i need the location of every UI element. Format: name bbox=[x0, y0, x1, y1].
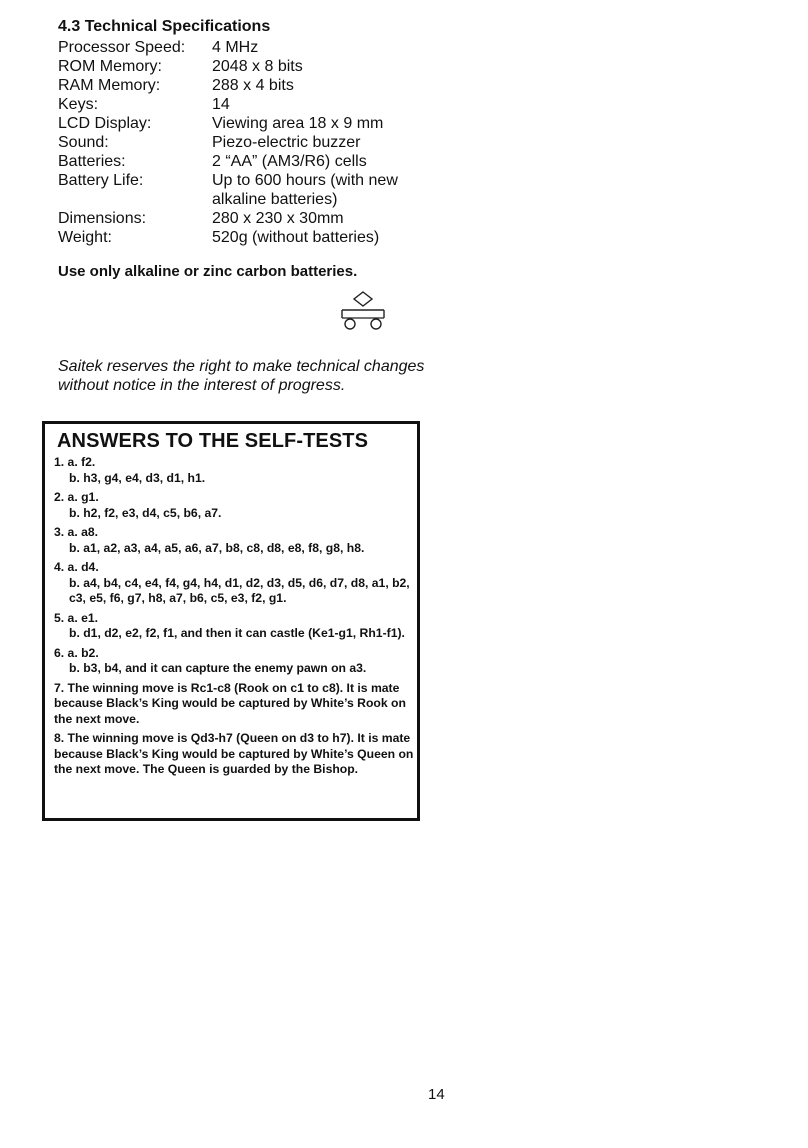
answer-item bbox=[54, 490, 416, 521]
disclaimer: Saitek reserves the right to make technical changes without notice in the interest of progress. bbox=[58, 358, 425, 394]
spec-value: Viewing area 18 x 9 mm bbox=[212, 115, 384, 132]
spec-value: 520g (without batteries) bbox=[212, 229, 380, 246]
answer-part-a: 4. a. d4. bbox=[54, 560, 99, 574]
answers-list bbox=[54, 455, 416, 782]
spec-label: Sound: bbox=[58, 134, 109, 151]
spec-label: Weight: bbox=[58, 229, 112, 246]
answer-text: 7. The winning move is Rc1-c8 (Rook on c1 to c8). It is mate because Black’s King would be captured by White’s Rook on the next move. bbox=[54, 680, 406, 726]
answer-part-a: 6. a. b2. bbox=[54, 645, 99, 660]
answer-part-a: 1. a. f2. bbox=[54, 455, 96, 469]
answer-text: 8. The winning move is Qd3-h7 (Queen on d3 to h7). It is mate because Black’s King would be captured by White’s Queen on the next move. The Queen is guarded by the Bishop. bbox=[54, 731, 414, 776]
spec-value: Up to 600 hours (with new alkaline batteries) bbox=[212, 172, 398, 208]
answer-part-b: b. h3, g4, e4, d3, d1, h1. bbox=[69, 470, 206, 485]
spec-value: 2048 x 8 bits bbox=[212, 58, 303, 75]
answers-title: ANSWERS TO THE SELF-TESTS bbox=[57, 430, 369, 452]
page-number: 14 bbox=[428, 1086, 445, 1103]
answers-box bbox=[42, 421, 420, 821]
battery-note: Use only alkaline or zinc carbon batteries. bbox=[58, 263, 358, 280]
answer-part-b: b. h2, f2, e3, d4, c5, b6, a7. bbox=[69, 505, 222, 520]
spec-label: Batteries: bbox=[58, 153, 126, 170]
spec-label: Dimensions: bbox=[58, 210, 147, 227]
spec-label: ROM Memory: bbox=[58, 58, 162, 75]
answer-part-a: 5. a. e1. bbox=[54, 610, 99, 625]
answer-item bbox=[54, 525, 416, 556]
answer-part-b: b. d1, d2, e2, f2, f1, and then it can castle (Ke1-g1, Rh1-f1). bbox=[69, 626, 405, 640]
answer-item bbox=[54, 455, 416, 486]
answer-item bbox=[54, 731, 416, 778]
section-title: 4.3 Technical Specifications bbox=[58, 18, 271, 35]
spec-value: 2 “AA” (AM3/R6) cells bbox=[212, 153, 367, 170]
answer-part-b: b. a4, b4, c4, e4, f4, g4, h4, d1, d2, d3, d5, d6, d7, d8, a1, b2, c3, e5, f6, g7, h8, a7, b6, c5, e3, f2, g1. bbox=[69, 575, 410, 605]
spec-label: Processor Speed: bbox=[58, 39, 186, 56]
spec-label: Keys: bbox=[58, 96, 99, 113]
spec-label: LCD Display: bbox=[58, 115, 152, 132]
answer-item bbox=[54, 681, 416, 728]
spec-value: 280 x 230 x 30mm bbox=[212, 210, 344, 227]
answer-item bbox=[54, 611, 416, 642]
spec-label: RAM Memory: bbox=[58, 77, 161, 94]
spec-value: 14 bbox=[212, 96, 230, 113]
answer-part-b: b. a1, a2, a3, a4, a5, a6, a7, b8, c8, d8, e8, f8, g8, h8. bbox=[69, 540, 365, 555]
battery-disposal-icon bbox=[336, 290, 390, 334]
answer-part-a: 2. a. g1. bbox=[54, 490, 99, 504]
answer-item bbox=[54, 560, 416, 607]
spec-value: Piezo-electric buzzer bbox=[212, 134, 361, 151]
spec-label: Battery Life: bbox=[58, 172, 144, 189]
spec-value: 4 MHz bbox=[212, 39, 259, 56]
answer-part-a: 3. a. a8. bbox=[54, 525, 99, 539]
answer-part-b: b. b3, b4, and it can capture the enemy pawn on a3. bbox=[69, 661, 367, 675]
spec-value: 288 x 4 bits bbox=[212, 77, 294, 94]
answer-item bbox=[54, 646, 416, 677]
